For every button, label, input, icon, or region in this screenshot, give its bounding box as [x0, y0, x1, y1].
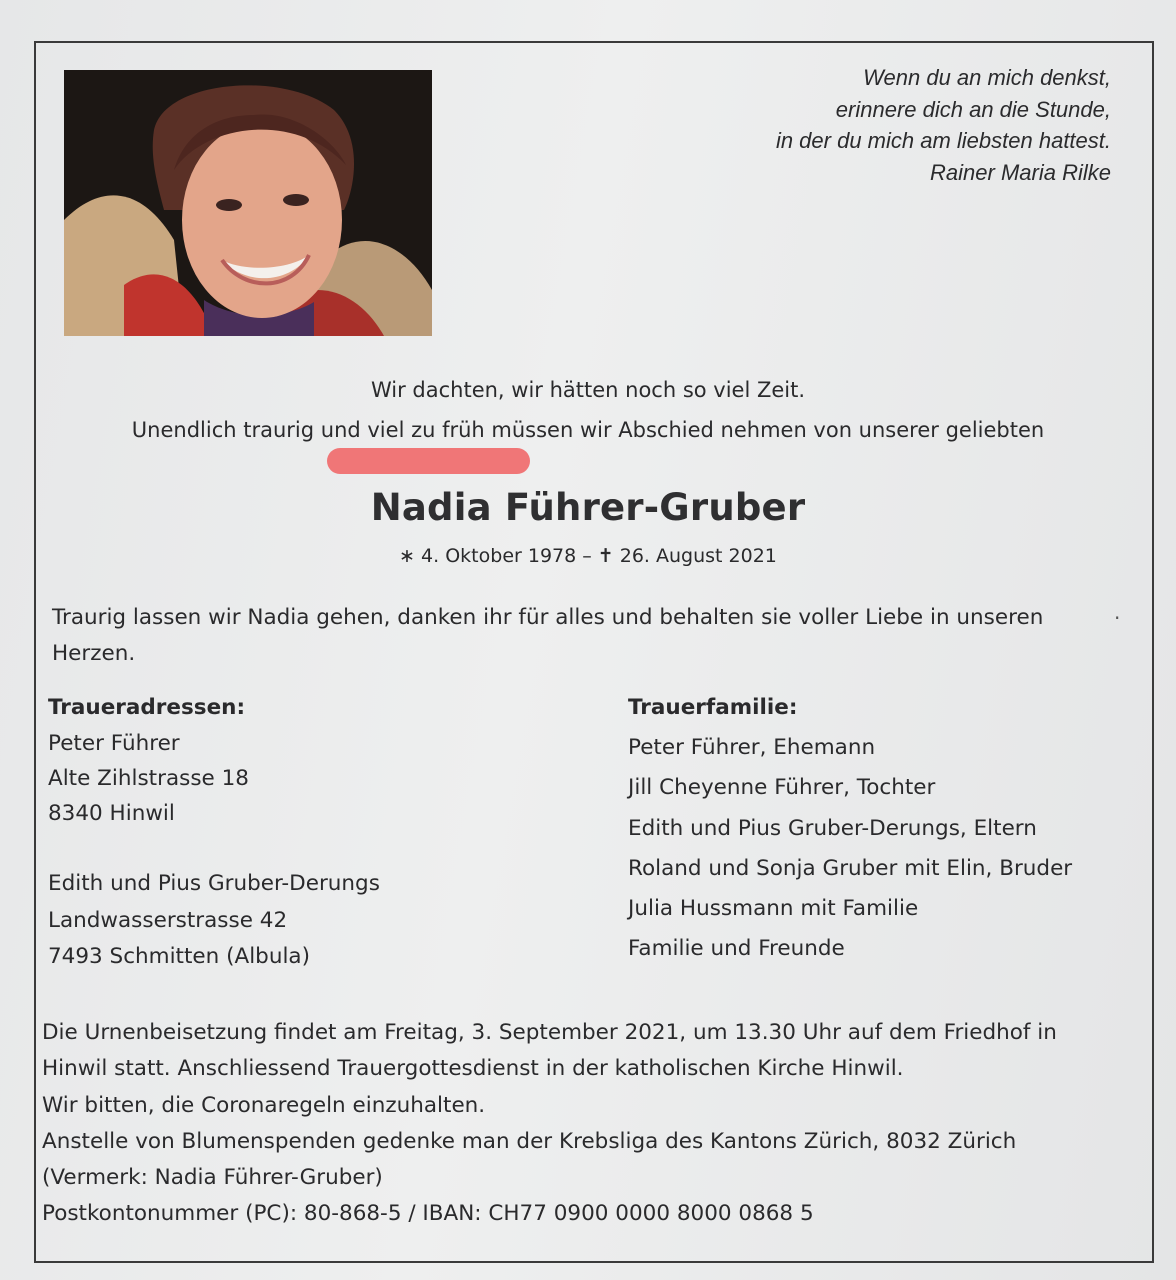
quote-line: Wenn du an mich denkst, — [863, 65, 1111, 90]
marker-highlight — [327, 448, 530, 474]
family-heading: Trauerfamilie: — [628, 695, 798, 720]
print-speck: · — [1114, 606, 1121, 630]
address-line: 8340 Hinwil — [48, 801, 175, 826]
rilke-quote — [591, 62, 1111, 188]
address-line: Landwasserstrasse 42 — [48, 908, 288, 933]
deceased-name: Nadia Führer-Gruber — [370, 486, 806, 529]
life-dates: ∗ 4. Oktober 1978 – ✝ 26. August 2021 — [399, 545, 777, 567]
portrait-photo — [64, 70, 432, 336]
family-line: Edith und Pius Gruber-Derungs, Eltern — [628, 816, 1037, 841]
family-line: Julia Hussmann mit Familie — [628, 896, 919, 921]
funeral-details — [42, 1015, 1152, 1233]
address-line: Alte Zihlstrasse 18 — [48, 766, 249, 791]
intro-line-2: Unendlich traurig und viel zu früh müssen wir Abschied nehmen von unserer geliebten — [131, 418, 1045, 442]
address-line: Peter Führer — [48, 731, 180, 756]
quote-line: erinnere dich an die Stunde, — [835, 96, 1111, 122]
address-line: 7493 Schmitten (Albula) — [48, 944, 310, 969]
quote-author: Rainer Maria Rilke — [930, 159, 1111, 185]
footer-line: Die Urnenbeisetzung findet am Freitag, 3. September 2021, um 13.30 Uhr auf dem Friedhof in — [42, 1020, 1057, 1045]
family-line: Familie und Freunde — [628, 936, 845, 961]
family-line: Jill Cheyenne Führer, Tochter — [628, 775, 936, 800]
farewell-paragraph: Traurig lassen wir Nadia gehen, danken ihr für alles und behalten sie voller Liebe in unseren Herzen. — [52, 605, 1044, 666]
family-line: Peter Führer, Ehemann — [628, 735, 876, 760]
address-heading: Traueradressen: — [48, 695, 246, 720]
footer-line: Postkontonummer (PC): 80-868-5 / IBAN: CH77 0900 0000 8000 0868 5 — [42, 1201, 814, 1227]
intro-line-1: Wir dachten, wir hätten noch so viel Zeit. — [370, 378, 806, 402]
footer-line: Anstelle von Blumenspenden gedenke man der Krebsliga des Kantons Zürich, 8032 Zürich — [42, 1128, 1017, 1154]
address-line: Edith und Pius Gruber-Derungs — [48, 871, 380, 896]
footer-line: Hinwil statt. Anschliessend Trauergottesdienst in der katholischen Kirche Hinwil. — [42, 1056, 904, 1082]
footer-line: Wir bitten, die Coronaregeln einzuhalten. — [42, 1092, 486, 1118]
family-line: Roland und Sonja Gruber mit Elin, Bruder — [628, 856, 1073, 881]
quote-line: in der du mich am liebsten hattest. — [775, 128, 1111, 153]
footer-line: (Vermerk: Nadia Führer-Gruber) — [42, 1165, 383, 1191]
